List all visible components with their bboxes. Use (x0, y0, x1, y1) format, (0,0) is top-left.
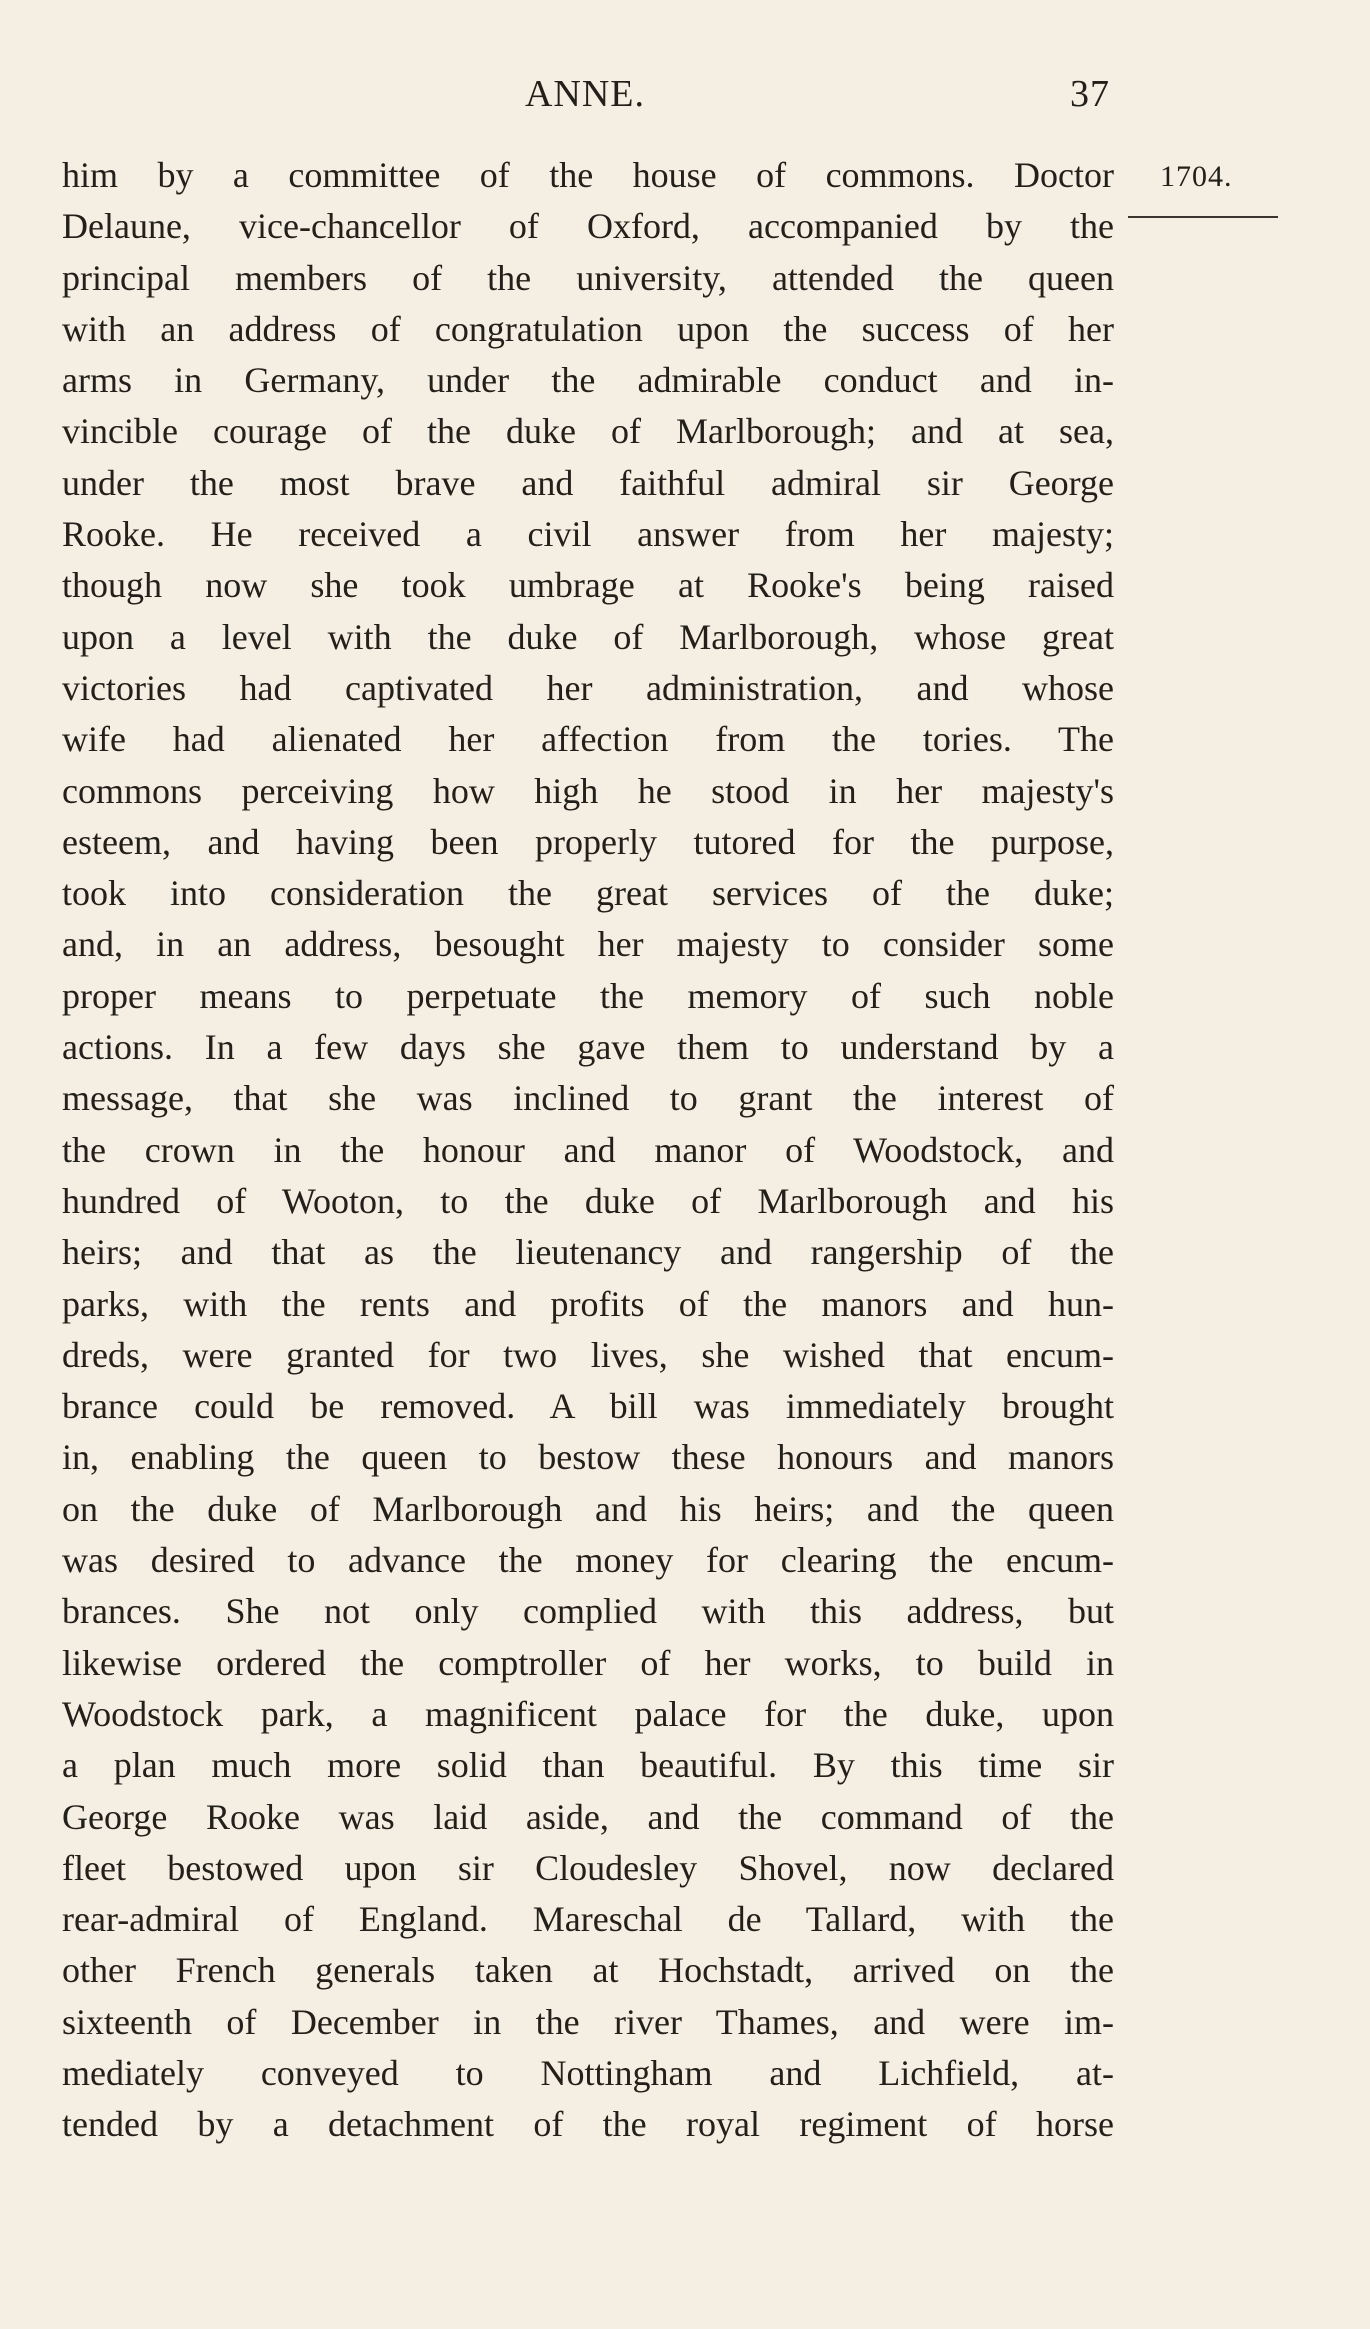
text-line: actions. In a few days she gave them to understand by a (62, 1027, 1114, 1068)
text-line: a plan much more solid than beautiful. By this time sir (62, 1745, 1114, 1786)
text-line: wife had alienated her affection from the tories. The (62, 719, 1114, 760)
text-line: the crown in the honour and manor of Woodstock, and (62, 1129, 1114, 1170)
text-line: sixteenth of December in the river Thames, and were im- (62, 2001, 1114, 2042)
text-line: proper means to perpetuate the memory of such noble (62, 975, 1114, 1016)
body-text (62, 150, 1114, 2151)
running-head (60, 72, 1110, 122)
text-line: message, that she was inclined to grant the interest of (62, 1078, 1114, 1119)
margin-rule (1128, 216, 1278, 218)
text-line: victories had captivated her administration, and whose (62, 667, 1114, 708)
text-line: heirs; and that as the lieutenancy and rangership of the (62, 1232, 1114, 1273)
text-line: though now she took umbrage at Rooke's being raised (62, 565, 1114, 606)
margin-year: 1704. (1160, 160, 1233, 193)
text-line: George Rooke was laid aside, and the command of the (62, 1796, 1114, 1837)
text-line: hundred of Wooton, to the duke of Marlborough and his (62, 1180, 1114, 1221)
text-line: Rooke. He received a civil answer from her majesty; (62, 514, 1114, 555)
running-title: ANNE. (524, 73, 646, 115)
page-number: 37 (1070, 73, 1110, 115)
text-line: and, in an address, besought her majesty to consider some (62, 924, 1114, 965)
text-line: mediately conveyed to Nottingham and Lichfield, at- (62, 2052, 1114, 2093)
text-line: with an address of congratulation upon the success of her (62, 308, 1114, 349)
text-line: under the most brave and faithful admiral sir George (62, 462, 1114, 503)
text-line: was desired to advance the money for clearing the encum- (62, 1540, 1114, 1581)
text-line: Woodstock park, a magnificent palace for the duke, upon (62, 1693, 1114, 1734)
text-line: him by a committee of the house of commons. Doctor (62, 155, 1114, 195)
text-line: in, enabling the queen to bestow these honours and manors (62, 1437, 1114, 1478)
text-line: upon a level with the duke of Marlborough, whose great (62, 616, 1114, 657)
text-line: Delaune, vice-chancellor of Oxford, accompanied by the (62, 206, 1114, 247)
text-line: arms in Germany, under the admirable conduct and in- (62, 360, 1114, 401)
text-line: fleet bestowed upon sir Cloudesley Shovel, now declared (62, 1847, 1114, 1888)
text-line: commons perceiving how high he stood in her majesty's (62, 770, 1114, 811)
text-line: dreds, were granted for two lives, she wished that encum- (62, 1334, 1114, 1375)
text-line: tended by a detachment of the royal regiment of horse (62, 2104, 1114, 2145)
text-line: esteem, and having been properly tutored for the purpose, (62, 821, 1114, 862)
text-line: principal members of the university, attended the queen (62, 257, 1114, 298)
text-line: vincible courage of the duke of Marlborough; and at sea, (62, 411, 1114, 452)
text-line: rear-admiral of England. Mareschal de Tallard, with the (62, 1899, 1114, 1940)
text-line: likewise ordered the comptroller of her works, to build in (62, 1642, 1114, 1683)
text-line: brance could be removed. A bill was immediately brought (62, 1386, 1114, 1427)
text-line: brances. She not only complied with this address, but (62, 1591, 1114, 1632)
text-line: parks, with the rents and profits of the manors and hun- (62, 1283, 1114, 1324)
text-line: on the duke of Marlborough and his heirs; and the queen (62, 1488, 1114, 1529)
text-line: took into consideration the great services of the duke; (62, 873, 1114, 914)
text-line: other French generals taken at Hochstadt, arrived on the (62, 1950, 1114, 1991)
